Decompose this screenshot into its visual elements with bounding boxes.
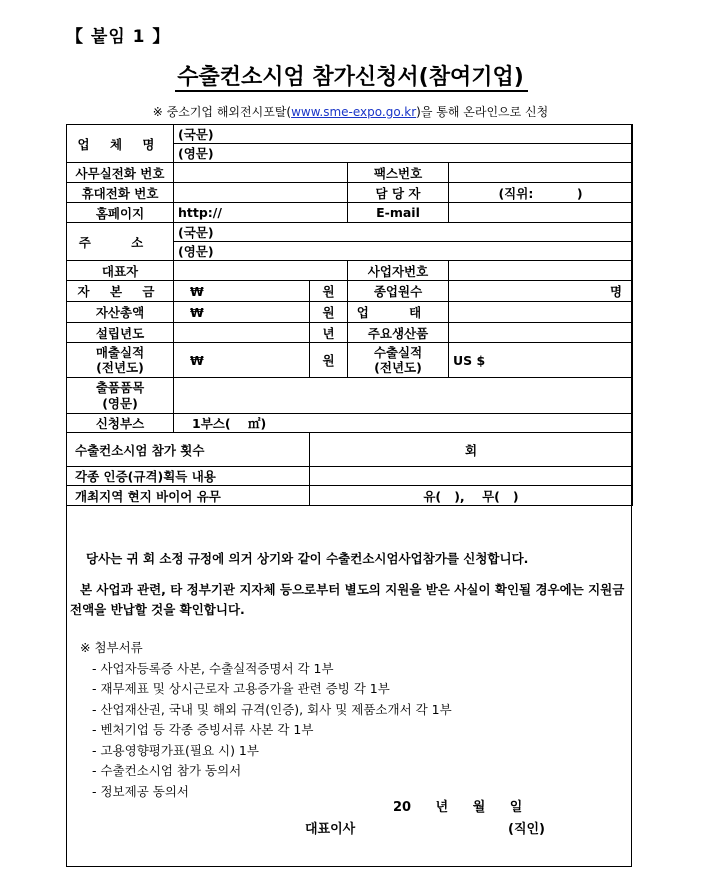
manager-position-field[interactable]: (직위: )	[449, 183, 633, 203]
industry-label: 업 태	[348, 302, 449, 323]
booth-field[interactable]: 1부스( ㎡)	[174, 414, 633, 433]
founded-label: 설립년도	[67, 323, 174, 343]
exports-label: 수출실적 (전년도)	[348, 343, 449, 378]
annex-label: 【 붙임 1 】	[66, 27, 171, 47]
sales-unit: 원	[310, 343, 348, 378]
mobile-label: 휴대전화 번호	[67, 183, 174, 203]
online-notice	[0, 103, 701, 120]
exhibits-field[interactable]	[174, 378, 633, 414]
company-name-korean[interactable]: (국문)	[174, 125, 633, 144]
certifications-label: 각종 인증(규격)획득 내용	[67, 467, 310, 486]
sales-label: 매출실적 (전년도)	[67, 343, 174, 378]
capital-field[interactable]: ₩	[174, 281, 310, 302]
attachment-item: - 고용영향평가표(필요 시) 1부	[92, 742, 259, 758]
date-line[interactable]: 20 년 월 일	[393, 800, 523, 815]
attachment-item: - 산업재산권, 국내 및 해외 규격(인증), 회사 및 제품소개서 각 1부	[92, 701, 452, 717]
office-phone-field[interactable]	[174, 163, 348, 183]
attachment-item: - 벤처기업 등 각종 증빙서류 사본 각 1부	[92, 722, 314, 737]
employees-label: 종업원수	[348, 281, 449, 302]
fax-label: 팩스번호	[348, 163, 449, 183]
homepage-label: 홈페이지	[67, 203, 174, 223]
notice-prefix: ※ 중소기업 해외전시포탈(	[152, 105, 292, 119]
ceo-label: 대표자	[67, 261, 174, 281]
attachment-item: - 수출컨소시엄 참가 동의서	[92, 763, 242, 778]
exports-field[interactable]: US $	[449, 343, 633, 378]
company-name-label: 업 체 명	[67, 125, 174, 163]
homepage-field[interactable]: http://	[174, 203, 348, 223]
founded-field[interactable]	[174, 323, 310, 343]
notice-suffix: )을 통해 온라인으로 신청	[416, 105, 549, 119]
ceo-sign-label: 대표이사	[305, 822, 356, 837]
company-name-english[interactable]: (영문)	[174, 144, 633, 163]
assets-unit: 원	[310, 302, 348, 323]
main-products-field[interactable]	[449, 323, 633, 343]
buyers-field[interactable]: 유( ), 무( )	[310, 486, 633, 506]
declaration-line-1: 당사는 귀 회 소정 규정에 의거 상기와 같이 수출컨소시엄사업참가를 신청합니다.	[86, 551, 529, 566]
signature-line	[305, 818, 545, 837]
attachment-item: - 사업자등록증 사본, 수출실적증명서 각 1부	[92, 660, 334, 676]
address-korean[interactable]: (국문)	[174, 223, 633, 242]
declaration-line-2: 본 사업과 관련, 타 정부기관 지자체 등으로부터 별도의 지원을 받은 사실이 확인될 경우에는 지원금 전액을 반납할 것을 확인합니다.	[70, 582, 625, 617]
email-field[interactable]	[449, 203, 633, 223]
manager-label: 담 당 자	[348, 183, 449, 203]
office-phone-label: 사무실전화 번호	[67, 163, 174, 183]
booth-label: 신청부스	[67, 414, 174, 433]
address-label: 주 소	[67, 223, 174, 261]
address-english[interactable]: (영문)	[174, 242, 633, 261]
assets-label: 자산총액	[67, 302, 174, 323]
industry-field[interactable]	[449, 302, 633, 323]
email-label: E-mail	[348, 203, 449, 223]
sales-field[interactable]: ₩	[174, 343, 310, 378]
attachment-item: - 정보제공 동의서	[92, 783, 189, 799]
attachment-item: - 재무제표 및 상시근로자 고용증가율 관련 증빙 각 1부	[92, 681, 390, 696]
mobile-field[interactable]	[174, 183, 348, 203]
capital-label: 자 본 금	[67, 281, 174, 302]
assets-field[interactable]: ₩	[174, 302, 310, 323]
exhibits-label: 출품품목 (영문)	[67, 378, 174, 414]
portal-link[interactable]: www.sme-expo.go.kr	[291, 105, 417, 119]
attachments-list	[80, 638, 452, 802]
ceo-field[interactable]	[174, 261, 348, 281]
title-underline	[175, 90, 528, 92]
certifications-field[interactable]	[310, 467, 633, 486]
participation-field[interactable]: 회	[310, 433, 633, 467]
founded-unit: 년	[310, 323, 348, 343]
biz-no-label: 사업자번호	[348, 261, 449, 281]
employees-field[interactable]: 명	[449, 281, 633, 302]
participation-label: 수출컨소시엄 참가 횟수	[67, 433, 310, 467]
attachments-heading: ※ 첨부서류	[80, 640, 143, 655]
application-table	[66, 124, 633, 506]
seal-label[interactable]: (직인)	[508, 822, 545, 837]
fax-field[interactable]	[449, 163, 633, 183]
page-title: 수출컨소시엄 참가신청서(참여기업)	[177, 65, 524, 90]
buyers-label: 개최지역 현지 바이어 유무	[67, 486, 310, 506]
main-products-label: 주요생산품	[348, 323, 449, 343]
capital-unit: 원	[310, 281, 348, 302]
biz-no-field[interactable]	[449, 261, 633, 281]
